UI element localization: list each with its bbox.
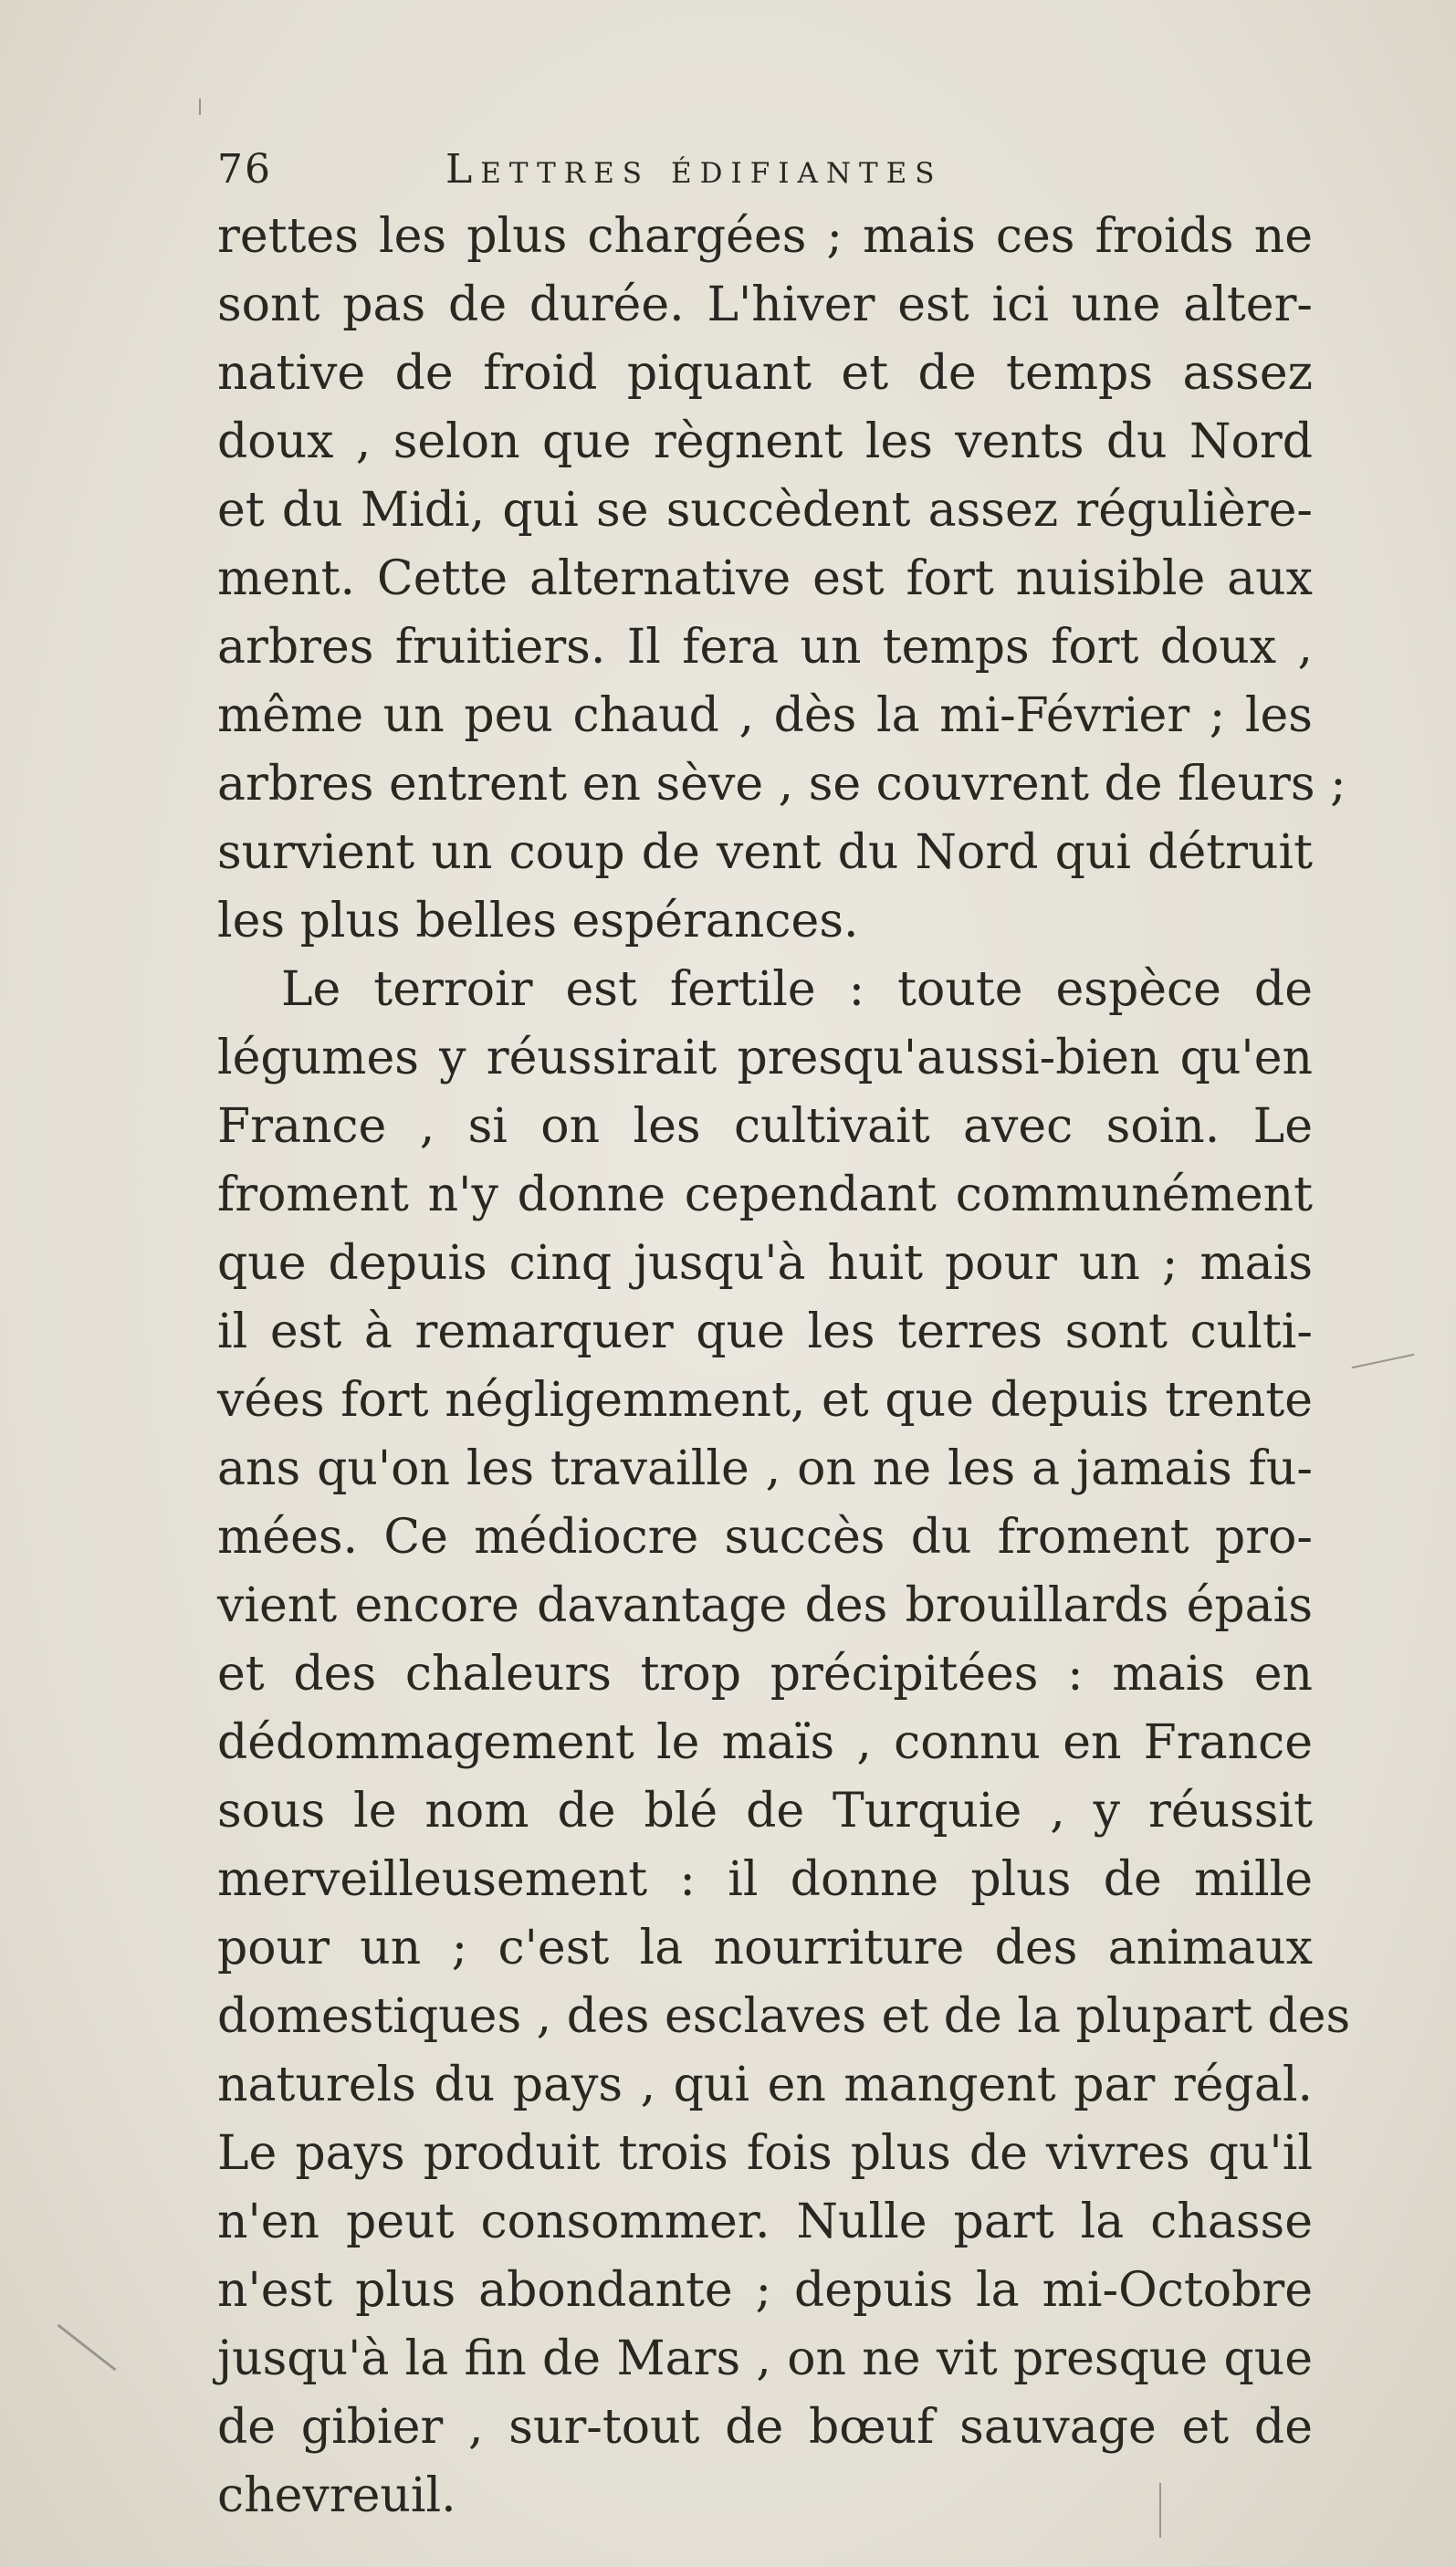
text-line-paragraph-end: chevreuil. (217, 2468, 456, 2523)
text-line: sous le nom de blé de Turquie , y réussit (217, 1784, 1313, 1839)
text-line: vées fort négligemment, et que depuis trente (217, 1373, 1313, 1428)
text-line-paragraph-end: les plus belles espérances. (217, 894, 859, 948)
text-line: et du Midi, qui se succèdent assez régulière- (217, 483, 1313, 538)
running-title: Lettres édifiantes (445, 146, 943, 193)
text-line: froment n'y donne cependant communément (217, 1168, 1313, 1222)
text-line: native de froid piquant et de temps assez (217, 346, 1313, 401)
text-line: ans qu'on les travaille , on ne les a jamais fu- (217, 1441, 1313, 1496)
text-line: jusqu'à la fin de Mars , on ne vit presque que (217, 2331, 1313, 2386)
text-line: de gibier , sur-tout de bœuf sauvage et de (217, 2400, 1313, 2455)
text-line: France , si on les cultivait avec soin. Le (217, 1099, 1313, 1154)
text-line: naturels du pays , qui en mangent par régal. (217, 2058, 1313, 2112)
text-line: vient encore davantage des brouillards épais (217, 1578, 1313, 1633)
text-line: il est à remarquer que les terres sont culti- (217, 1304, 1313, 1359)
text-line: Le pays produit trois fois plus de vivres qu'il (217, 2126, 1313, 2181)
text-line: même un peu chaud , dès la mi-Février ; les (217, 688, 1313, 743)
text-line: et des chaleurs trop précipitées : mais en (217, 1647, 1313, 1702)
body-text (217, 203, 1351, 2530)
text-line: dédommagement le maïs , connu en France (217, 1715, 1313, 1770)
text-line: arbres entrent en sève , se couvrent de fleurs ; (217, 757, 1346, 812)
text-line: merveilleusement : il donne plus de mille (217, 1852, 1313, 1907)
text-line: mées. Ce médiocre succès du froment pro- (217, 1510, 1313, 1565)
text-line: ment. Cette alternative est fort nuisible aux (217, 551, 1313, 606)
paper-speck (199, 99, 201, 115)
text-line: sont pas de durée. L'hiver est ici une alter- (217, 278, 1313, 332)
text-line: que depuis cinq jusqu'à huit pour un ; mais (217, 1236, 1313, 1291)
text-line: arbres fruitiers. Il fera un temps fort doux , (217, 620, 1313, 675)
text-line-paragraph-start: Le terroir est fertile : toute espèce de (281, 962, 1313, 1017)
text-line: rettes les plus chargées ; mais ces froids ne (217, 209, 1313, 264)
text-line: n'est plus abondante ; depuis la mi-Octobre (217, 2263, 1313, 2318)
text-line: survient un coup de vent du Nord qui détruit (217, 825, 1313, 880)
text-line: doux , selon que règnent les vents du Nord (217, 414, 1313, 469)
text-line: pour un ; c'est la nourriture des animaux (217, 1921, 1313, 1975)
page-number: 76 (217, 146, 272, 193)
text-line: légumes y réussirait presqu'aussi-bien qu'en (217, 1031, 1313, 1085)
paper-speck (58, 2324, 117, 2372)
text-line: domestiques , des esclaves et de la plupart des (217, 1989, 1351, 2044)
text-line: n'en peut consommer. Nulle part la chasse (217, 2195, 1313, 2249)
paper-speck (1352, 1354, 1415, 1369)
running-head (217, 146, 1313, 201)
